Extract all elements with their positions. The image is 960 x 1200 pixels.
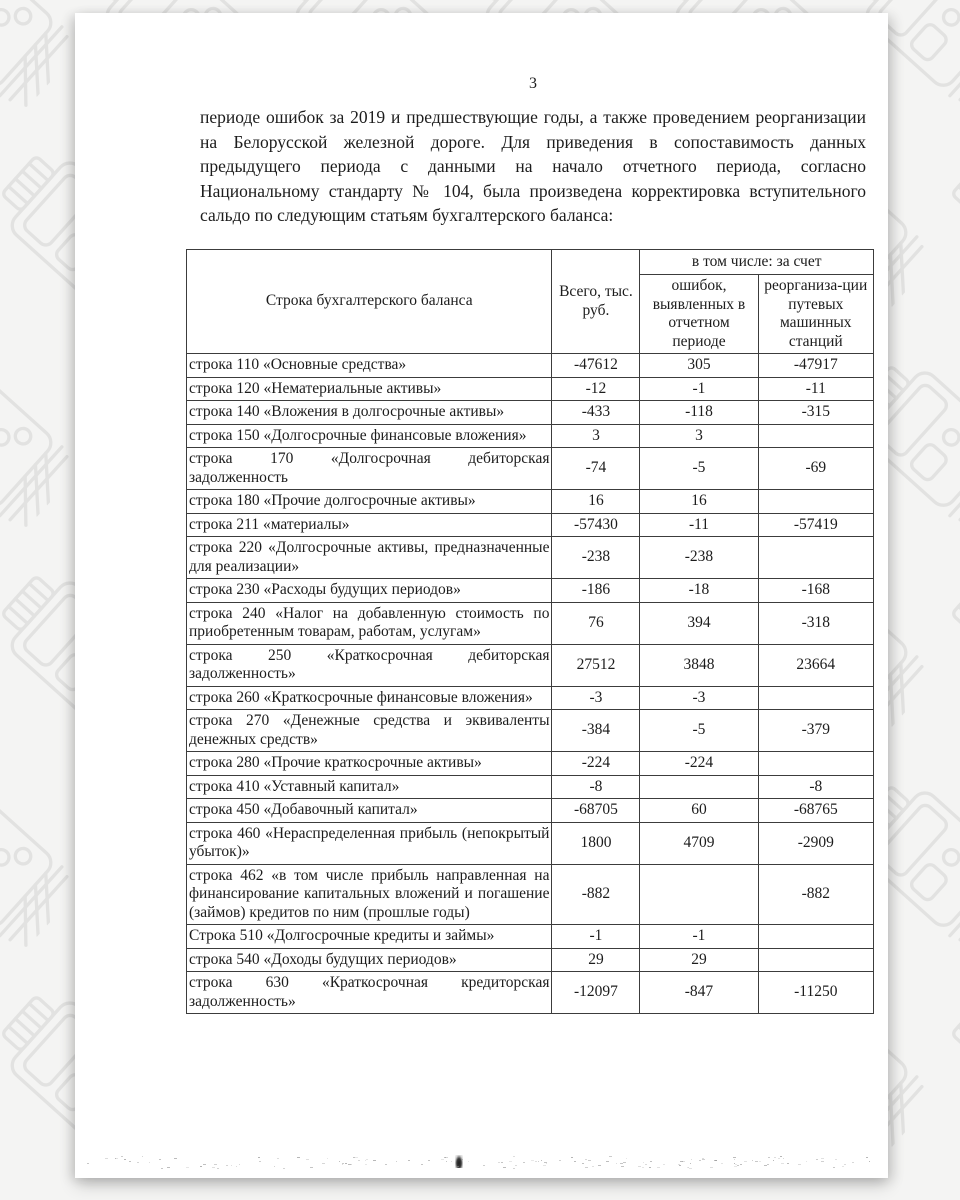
cell-reorg: -318 xyxy=(758,602,873,644)
cell-label: Строка 510 «Долгосрочные кредиты и займы» xyxy=(187,925,552,949)
table-row xyxy=(187,864,874,925)
table-row xyxy=(187,775,874,799)
cell-reorg xyxy=(758,948,873,972)
cell-reorg: -11250 xyxy=(758,972,873,1014)
cell-reorg: -57419 xyxy=(758,513,873,537)
table-row xyxy=(187,490,874,514)
cell-reorg: -11 xyxy=(758,377,873,401)
cell-reorg xyxy=(758,686,873,710)
table-row xyxy=(187,354,874,378)
cell-errors: -11 xyxy=(640,513,758,537)
cell-reorg: -8 xyxy=(758,775,873,799)
cell-errors: -238 xyxy=(640,537,758,579)
cell-total: -74 xyxy=(552,448,640,490)
cell-total: -12 xyxy=(552,377,640,401)
cell-reorg: -68765 xyxy=(758,799,873,823)
table-row xyxy=(187,377,874,401)
cell-label: строка 220 «Долгосрочные активы, предназначенные для реализации» xyxy=(187,537,552,579)
cell-errors: 305 xyxy=(640,354,758,378)
cell-label: строка 240 «Налог на добавленную стоимость по приобретенным товарам, работам, услугам» xyxy=(187,602,552,644)
cell-errors: -118 xyxy=(640,401,758,425)
cell-reorg: -315 xyxy=(758,401,873,425)
cell-label: строка 150 «Долгосрочные финансовые вложения» xyxy=(187,424,552,448)
table-row xyxy=(187,579,874,603)
cell-errors: -5 xyxy=(640,448,758,490)
cell-total: 3 xyxy=(552,424,640,448)
cell-reorg: 23664 xyxy=(758,644,873,686)
cell-reorg: -69 xyxy=(758,448,873,490)
cell-errors: 3848 xyxy=(640,644,758,686)
cell-errors: -5 xyxy=(640,710,758,752)
table-row xyxy=(187,424,874,448)
cell-errors: 29 xyxy=(640,948,758,972)
cell-label: строка 260 «Краткосрочные финансовые вложения» xyxy=(187,686,552,710)
cell-label: строка 630 «Краткосрочная кредиторская задолженность» xyxy=(187,972,552,1014)
table-row xyxy=(187,513,874,537)
intro-paragraph: периоде ошибок за 2019 и предшествующие годы, а также проведением реорганизации на Белорусской железной дороге. Для приведения в сопоставимость данных предыдущего периода с данными на начало отчетного периода, согласно Национальному стандарту № 104, была произведена корректировка вступительного сальдо по следующим статьям бухгалтерского баланса: xyxy=(200,107,866,226)
table-header xyxy=(187,250,874,354)
cell-label: строка 540 «Доходы будущих периодов» xyxy=(187,948,552,972)
cell-errors xyxy=(640,775,758,799)
cell-reorg xyxy=(758,752,873,776)
table-row xyxy=(187,401,874,425)
cell-label: строка 270 «Денежные средства и эквиваленты денежных средств» xyxy=(187,710,552,752)
cell-label: строка 280 «Прочие краткосрочные активы» xyxy=(187,752,552,776)
table-row xyxy=(187,822,874,864)
scan-noise-strip xyxy=(85,1154,877,1170)
cell-total: -1 xyxy=(552,925,640,949)
column-header-errors: ошибок, выявленных в отчетном периоде xyxy=(640,275,758,354)
cell-total: 29 xyxy=(552,948,640,972)
cell-errors xyxy=(640,864,758,925)
cell-total: -238 xyxy=(552,537,640,579)
cell-total: 1800 xyxy=(552,822,640,864)
column-header-group: в том числе: за счет xyxy=(640,250,874,275)
table-row xyxy=(187,448,874,490)
cell-errors: -18 xyxy=(640,579,758,603)
cell-label: строка 140 «Вложения в долгосрочные активы» xyxy=(187,401,552,425)
cell-reorg: -2909 xyxy=(758,822,873,864)
cell-reorg: -47917 xyxy=(758,354,873,378)
table-row xyxy=(187,925,874,949)
cell-label: строка 211 «материалы» xyxy=(187,513,552,537)
cell-label: строка 462 «в том числе прибыль направленная на финансирование капитальных вложений и погашение (займов) кредитов по ним (прошлые годы) xyxy=(187,864,552,925)
cell-reorg xyxy=(758,490,873,514)
cell-errors: -3 xyxy=(640,686,758,710)
cell-total: 27512 xyxy=(552,644,640,686)
balance-adjustments-table xyxy=(186,249,874,1014)
cell-errors: 394 xyxy=(640,602,758,644)
cell-errors: 3 xyxy=(640,424,758,448)
table-row xyxy=(187,948,874,972)
cell-label: строка 170 «Долгосрочная дебиторская задолженность xyxy=(187,448,552,490)
table-row xyxy=(187,972,874,1014)
column-header-balance-line: Строка бухгалтерского баланса xyxy=(187,250,552,354)
cell-total: -186 xyxy=(552,579,640,603)
cell-reorg xyxy=(758,537,873,579)
cell-errors: 60 xyxy=(640,799,758,823)
cell-label: строка 120 «Нематериальные активы» xyxy=(187,377,552,401)
cell-errors: -847 xyxy=(640,972,758,1014)
cell-reorg xyxy=(758,925,873,949)
cell-reorg xyxy=(758,424,873,448)
page-number: 3 xyxy=(529,75,537,92)
cell-errors: -224 xyxy=(640,752,758,776)
cell-total: -47612 xyxy=(552,354,640,378)
cell-total: -384 xyxy=(552,710,640,752)
column-header-reorg: реорганиза-ции путевых машинных станций xyxy=(758,275,873,354)
table-row xyxy=(187,644,874,686)
cell-reorg: -379 xyxy=(758,710,873,752)
cell-total: 76 xyxy=(552,602,640,644)
cell-label: строка 460 «Нераспределенная прибыль (непокрытый убыток)» xyxy=(187,822,552,864)
table-row xyxy=(187,752,874,776)
table-row xyxy=(187,710,874,752)
cell-label: строка 410 «Уставный капитал» xyxy=(187,775,552,799)
cell-errors: -1 xyxy=(640,925,758,949)
table-row xyxy=(187,537,874,579)
cell-total: -433 xyxy=(552,401,640,425)
cell-reorg: -882 xyxy=(758,864,873,925)
cell-errors: 16 xyxy=(640,490,758,514)
cell-total: 16 xyxy=(552,490,640,514)
table-row xyxy=(187,799,874,823)
cell-label: строка 110 «Основные средства» xyxy=(187,354,552,378)
cell-label: строка 450 «Добавочный капитал» xyxy=(187,799,552,823)
cell-label: строка 250 «Краткосрочная дебиторская задолженность» xyxy=(187,644,552,686)
cell-reorg: -168 xyxy=(758,579,873,603)
cell-errors: 4709 xyxy=(640,822,758,864)
document-page xyxy=(75,13,888,1178)
cell-label: строка 180 «Прочие долгосрочные активы» xyxy=(187,490,552,514)
cell-label: строка 230 «Расходы будущих периодов» xyxy=(187,579,552,603)
table-row xyxy=(187,602,874,644)
cell-errors: -1 xyxy=(640,377,758,401)
cell-total: -68705 xyxy=(552,799,640,823)
cell-total: -882 xyxy=(552,864,640,925)
cell-total: -224 xyxy=(552,752,640,776)
column-header-total: Всего, тыс. руб. xyxy=(552,250,640,354)
cell-total: -12097 xyxy=(552,972,640,1014)
table-row xyxy=(187,686,874,710)
cell-total: -57430 xyxy=(552,513,640,537)
cell-total: -8 xyxy=(552,775,640,799)
cell-total: -3 xyxy=(552,686,640,710)
